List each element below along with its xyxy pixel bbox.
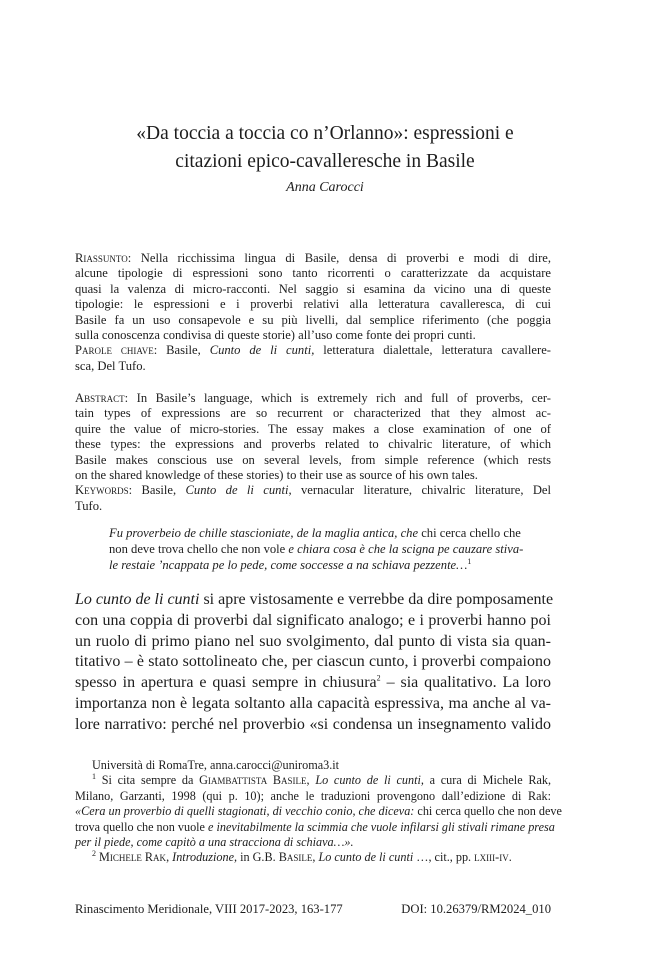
journal-citation: Rinascimento Meridionale, VIII 2017-2023, 163-177 xyxy=(75,902,343,916)
footnote-ref-2[interactable]: 2 xyxy=(376,673,381,683)
riassunto-line: Riassunto: Nella ricchissima lingua di Basile, densa di proverbi e modi di dire, xyxy=(75,251,552,265)
footnote-1-line: «Cera un proverbio di quelli stagionati, di vecchio conio, che diceva: chi cerca quello che non deve xyxy=(75,804,562,819)
riassunto-section xyxy=(75,251,551,374)
affiliation: Università di RomaTre, anna.carocci@uniroma3.it xyxy=(92,758,340,772)
footnote-1-line: trova quello che non vuole e inevitabilmente la scimmia che vuole infilarsi gli stivali rimane presa xyxy=(75,819,555,834)
riassunto-label: Riassunto xyxy=(75,251,128,265)
body-line: lore narrativo: perché nel proverbio «si condensa un insegnamento valido xyxy=(75,715,551,733)
footnote-2: $^2$ Michele Rak, Introduzione, in G.B. Basile, Lo cunto de li cunti …, cit., pp. lxiii-iv. xyxy=(92,849,512,865)
riassunto-line: quasi la valenza di micro-racconti. Nel saggio si esamina da vicino una di queste xyxy=(75,281,551,296)
title-line-1: «Da toccia a toccia co n’Orlanno»: espressioni e xyxy=(136,123,514,144)
epigraph-line: non deve trova chello che non vole e chiara cosa è che la scigna pe cauzare stiva- xyxy=(109,542,524,556)
body-paragraph xyxy=(75,590,554,736)
footnotes xyxy=(75,758,562,866)
abstract-line: on the shared knowledge of these stories) to their use as source of his own tales. xyxy=(75,468,478,483)
body-line: spesso in apertura e quasi sempre in chiusura$^2$ – sia qualitativo. La loro xyxy=(75,673,552,692)
abstract-line: tain types of expressions are so recurrent or characterized that they almost ac- xyxy=(75,406,551,421)
abstract-line: these types: the expressions and proverbs related to chivalric literature, of which xyxy=(75,437,551,452)
epigraph-line: le restaie ’ncappata pe lo pede, come soccesse a na schiava pezzente…$^1$ xyxy=(109,556,472,572)
abstract-label: Abstract xyxy=(75,391,125,405)
title-line-2: citazioni epico-cavalleresche in Basile xyxy=(175,151,475,172)
epigraph xyxy=(109,525,551,573)
abstract-section xyxy=(75,391,551,514)
body-line: un ruolo di primo piano nel suo svolgimento, dal punto di vista sia quan- xyxy=(75,632,551,650)
body-line: Lo cunto de li cunti si apre vistosamente e verrebbe da dire pomposamente xyxy=(75,591,554,608)
abstract-line: Abstract: In Basile’s language, which is extremely rich and full of proverbs, cer- xyxy=(75,391,551,405)
riassunto-line: alcune tipologie di espressioni sono tanto ricorrenti o caratterizzate da acquistare xyxy=(75,266,551,281)
body-line: importanza non è legata soltanto alla capacità espressiva, ma anche al va- xyxy=(75,694,551,712)
footnote-1-line: per il piede, come capitò a una stracciona di schiava…». xyxy=(75,835,354,850)
author-name: Anna Carocci xyxy=(286,180,364,195)
page-footer xyxy=(75,902,551,917)
abstract-line: Basile makes conscious use on several levels, from simple reference (which rests xyxy=(75,452,551,467)
parole-chiave-label: Parole chiave xyxy=(75,343,154,358)
riassunto-line: Basile fa un uso consapevole e su più livelli, dal semplice riferimento (che poggia xyxy=(75,312,551,327)
doi-link[interactable]: DOI: 10.26379/RM2024_010 xyxy=(401,902,551,916)
riassunto-line: tipologie: le espressioni e i proverbi relativi alla letteratura cavalleresca, di cui xyxy=(75,297,551,312)
footnote-1: $^1$ Si cita sempre da Giambattista Basile, Lo cunto de li cunti, a cura di Michele Rak, xyxy=(92,772,552,788)
epigraph-line: Fu proverbeio de chille stascioniate, de la maglia antica, che chi cerca chello che xyxy=(109,526,521,540)
body-line: titativo – è stato sottolineato che, per ciascun cunto, i proverbi compaiono xyxy=(75,653,551,671)
keywords-label: Keywords xyxy=(75,483,129,498)
abstract-line: quire the value of micro-stories. The essay makes a close examination of one of xyxy=(75,421,551,436)
parole-chiave-line: Parole chiave: Basile, Cunto de li cunti, letteratura dialettale, letteratura cavallere- xyxy=(75,343,551,358)
article-title xyxy=(60,120,590,176)
keywords-line: Keywords: Basile, Cunto de li cunti, vernacular literature, chivalric literature, Del xyxy=(75,483,552,498)
body-line: con una coppia di proverbi dal significato analogo; e i proverbi hanno poi xyxy=(75,611,551,629)
parole-chiave-line: sca, Del Tufo. xyxy=(75,358,146,373)
riassunto-line: sulla conoscenza condivisa di queste storie) all’uso come fonte dei propri cunti. xyxy=(75,328,476,343)
footnote-1-line: Milano, Garzanti, 1998 (qui p. 10); anche le traduzioni provengono dall’edizione di Rak: xyxy=(75,788,551,803)
keywords-line: Tufo. xyxy=(75,498,103,513)
footnote-ref-1[interactable]: 1 xyxy=(467,556,472,566)
